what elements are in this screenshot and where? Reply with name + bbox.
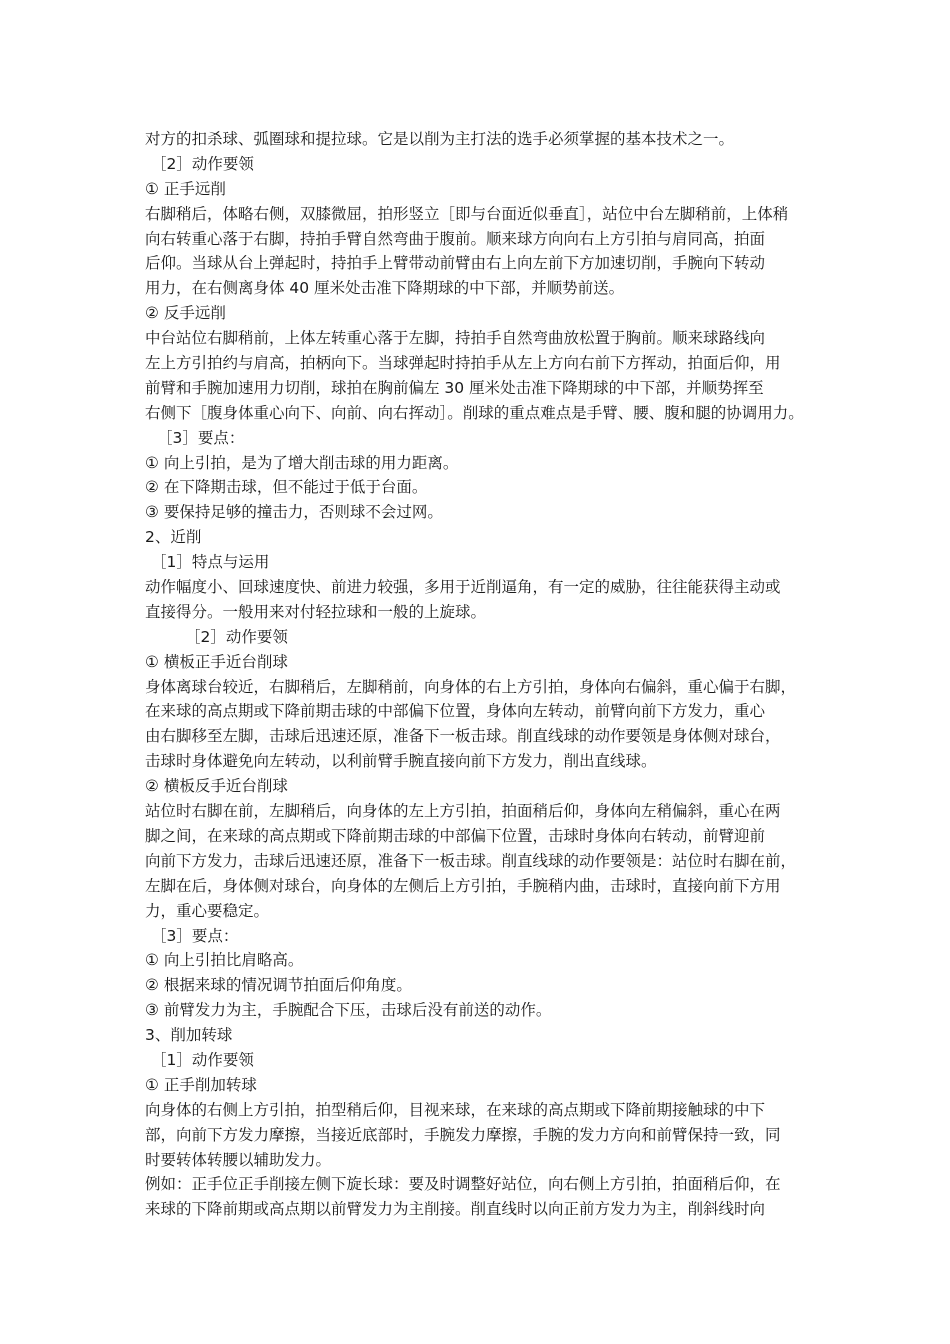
subsection-heading: ［3］要点：	[151, 926, 239, 945]
key-point: ② 在下降期击球，但不能过于低于台面。	[145, 478, 428, 497]
text-line: 左上方引拍约与肩高，拍柄向下。当球弹起时持拍手从左上方向右前下方挥动，拍面后仰，用	[145, 354, 781, 373]
text-line: 部，向前下方发力摩擦，当接近底部时，手腕发力摩擦，手腕的发力方向和前臂保持一致，同	[145, 1125, 781, 1144]
text-line: 用力，在右侧离身体 40 厘米处击准下降期球的中下部，并顺势前送。	[145, 279, 625, 298]
item-heading: ② 反手远削	[145, 304, 226, 323]
item-heading: ② 横板反手近台削球	[145, 777, 288, 796]
section-heading: 2、近削	[145, 528, 202, 547]
key-point: ③ 前臂发力为主，手腕配合下压，击球后没有前送的动作。	[145, 1001, 552, 1020]
text-line: 前臂和手腕加速用力切削，球拍在胸前偏左 30 厘米处击准下降期球的中下部，并顺势挥至	[145, 378, 764, 397]
text-line: 在来球的高点期或下降前期击球的中部偏下位置，身体向左转动，前臂向前下方发力，重心	[145, 702, 766, 721]
text-line: 向右转重心落于右脚，持拍手臂自然弯曲于腹前。顺来球方向向右上方引拍与肩同高，拍面	[145, 229, 766, 248]
text-line: 右侧下［腹身体重心向下、向前、向右挥动］。削球的重点难点是手臂、腰、腹和腿的协调用力。	[145, 403, 804, 422]
text-line: 例如：正手位正手削接左侧下旋长球：要及时调整好站位，向右侧上方引拍，拍面稍后仰，在	[145, 1175, 781, 1194]
text-line: 身体离球台较近，右脚稍后，左脚稍前，向身体的右上方引拍，身体向右偏斜，重心偏于右脚，	[145, 677, 797, 696]
item-heading: ① 横板正手近台削球	[145, 652, 288, 671]
item-heading: ① 正手远削	[145, 179, 226, 198]
subsection-heading: ［2］动作要领	[185, 627, 288, 646]
subsection-heading: ［1］动作要领	[151, 1050, 254, 1069]
text-line: 向前下方发力，击球后迅速还原，准备下一板击球。削直线球的动作要领是：站位时右脚在前，	[145, 851, 797, 870]
text-line: 直接得分。一般用来对付轻拉球和一般的上旋球。	[145, 602, 487, 621]
key-point: ① 向上引拍，是为了增大削击球的用力距离。	[145, 453, 459, 472]
text-line: 站位时右脚在前，左脚稍后，向身体的左上方引拍，拍面稍后仰，身体向左稍偏斜，重心在两	[145, 802, 781, 821]
text-line: 动作幅度小、回球速度快、前进力较强，多用于近削逼角，有一定的威胁，往往能获得主动或	[145, 578, 781, 597]
document-body	[145, 127, 825, 1222]
key-point: ① 向上引拍比肩略高。	[145, 951, 304, 970]
subsection-heading: ［2］动作要领	[151, 154, 254, 173]
text-line: 中台站位右脚稍前，上体左转重心落于左脚，持拍手自然弯曲放松置于胸前。顺来球路线向	[145, 329, 766, 348]
text-line: 右脚稍后，体略右侧，双膝微屈，拍形竖立［即与台面近似垂直］，站位中台左脚稍前，上体稍	[145, 204, 789, 223]
text-line: 对方的扣杀球、弧圈球和提拉球。它是以削为主打法的选手必须掌握的基本技术之一。	[145, 130, 735, 148]
item-heading: ① 正手削加转球	[145, 1075, 257, 1094]
subsection-heading: ［3］要点：	[157, 428, 245, 447]
subsection-heading: ［1］特点与运用	[151, 553, 270, 572]
text-line: 来球的下降前期或高点期以前臂发力为主削接。削直线时以向正前方发力为主，削斜线时向	[145, 1200, 766, 1219]
text-line: 左脚在后，身体侧对球台，向身体的左侧后上方引拍，手腕稍内曲，击球时，直接向前下方用	[145, 876, 781, 895]
section-heading: 3、削加转球	[145, 1026, 233, 1045]
text-line: 向身体的右侧上方引拍，拍型稍后仰，目视来球，在来球的高点期或下降前期接触球的中下	[145, 1100, 766, 1119]
text-line: 力，重心要稳定。	[145, 901, 270, 920]
text-line: 脚之间，在来球的高点期或下降前期击球的中部偏下位置，击球时身体向右转动，前臂迎前	[145, 826, 766, 845]
text-line: 由右脚移至左脚，击球后迅速还原，准备下一板击球。削直线球的动作要领是身体侧对球台，	[145, 727, 781, 746]
text-line: 击球时身体避免向左转动，以利前臂手腕直接向前下方发力，削出直线球。	[145, 752, 657, 771]
key-point: ③ 要保持足够的撞击力，否则球不会过网。	[145, 503, 443, 522]
text-line: 后仰。当球从台上弹起时，持拍手上臂带动前臂由右上向左前下方加速切削，手腕向下转动	[145, 254, 766, 273]
text-line: 时要转体转腰以辅助发力。	[145, 1150, 332, 1169]
key-point: ② 根据来球的情况调节拍面后仰角度。	[145, 976, 412, 995]
